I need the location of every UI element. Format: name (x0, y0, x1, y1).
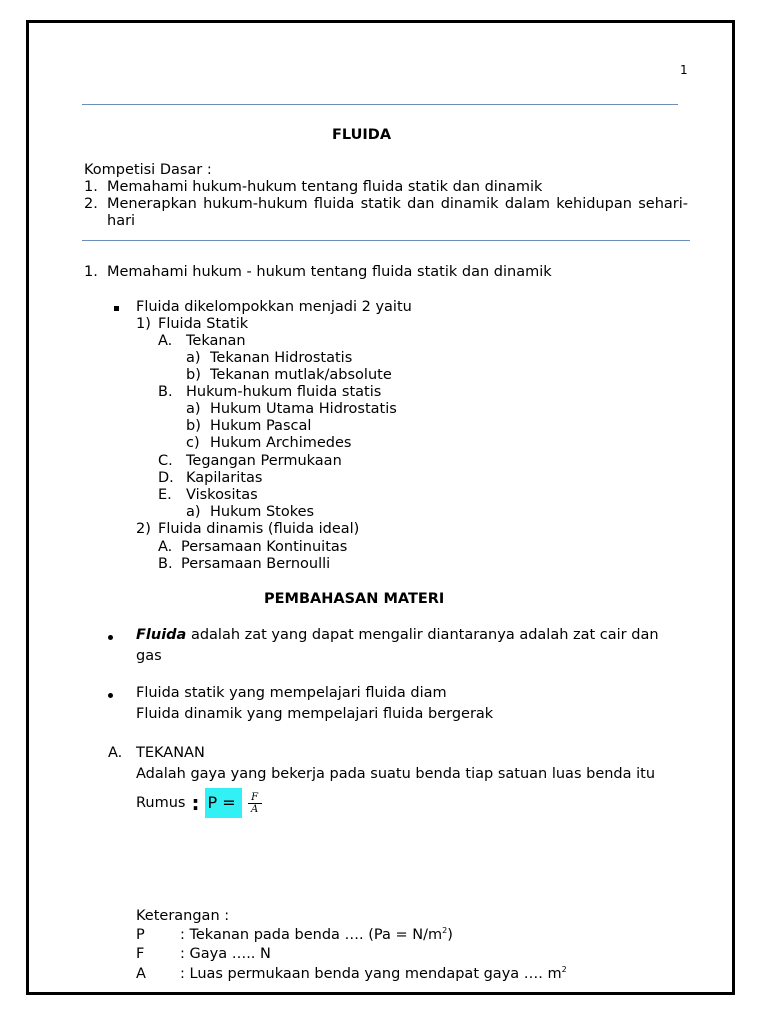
outline-item: Hukum Stokes (210, 504, 315, 520)
section-1-heading: Memahami hukum - hukum tentang fluida statik dan dinamik (107, 264, 552, 280)
document-title: FLUIDA (332, 127, 392, 143)
outline-label: a) (186, 350, 201, 366)
fluida-term: Fluida (136, 627, 187, 643)
kompetensi-rule (82, 240, 690, 241)
kompetensi-item-2-num: 2. (84, 196, 98, 212)
outline-label: A. (158, 333, 173, 349)
kompetensi-item-1-num: 1. (84, 179, 98, 195)
outline-item: Fluida Statik (158, 316, 249, 332)
outline-label: B. (158, 384, 173, 400)
superscript: 2 (561, 965, 567, 975)
header-rule (82, 104, 678, 105)
outline-item: Tekanan Hidrostatis (210, 350, 353, 366)
keterangan-desc: : Tekanan pada benda …. (Pa = N/m (180, 927, 443, 943)
kompetensi-item-1: Memahami hukum-hukum tentang fluida statik dan dinamik (107, 179, 543, 195)
outline-intro: Fluida dikelompokkan menjadi 2 yaitu (136, 299, 412, 315)
outline-item: Viskositas (186, 487, 258, 503)
keterangan-tail: ) (447, 927, 453, 943)
outline-label: 2) (136, 521, 151, 537)
outline-item: Tegangan Permukaan (186, 453, 342, 469)
outline-item: Fluida dinamis (fluida ideal) (158, 521, 360, 537)
fluida-definition-text: adalah zat yang dapat mengalir diantaranya adalah zat cair dan (190, 627, 659, 643)
keterangan-heading: Keterangan : (136, 908, 230, 924)
outline-item: Tekanan mutlak/absolute (210, 367, 392, 383)
outline-item: Hukum-hukum fluida statis (186, 384, 382, 400)
outline-label: C. (158, 453, 173, 469)
tekanan-heading: TEKANAN (136, 745, 205, 761)
pembahasan-heading: PEMBAHASAN MATERI (264, 591, 445, 607)
keterangan-desc: : Gaya ….. N (180, 946, 271, 962)
section-1-num: 1. (84, 264, 98, 280)
rumus-line (136, 788, 262, 818)
fluida-dinamik-line: Fluida dinamik yang mempelajari fluida bergerak (136, 706, 494, 722)
tekanan-definition: Adalah gaya yang bekerja pada suatu benda tiap satuan luas benda itu (136, 766, 656, 782)
bullet-square-icon (114, 299, 119, 316)
keterangan-symbol: P (136, 927, 145, 943)
outline-label: a) (186, 504, 201, 520)
bullet-dot-icon (108, 628, 113, 645)
formula-fraction (248, 792, 262, 815)
outline-label: D. (158, 470, 174, 486)
outline-item: Persamaan Kontinuitas (181, 539, 348, 555)
outline-item: Persamaan Bernoulli (181, 556, 331, 572)
outline-item: Kapilaritas (186, 470, 263, 486)
formula-lhs: P = (205, 788, 241, 818)
fluida-statik-line: Fluida statik yang mempelajari fluida diam (136, 685, 447, 701)
keterangan-row (180, 966, 567, 983)
outline-item: Tekanan (186, 333, 246, 349)
outline-label: A. (158, 539, 173, 555)
fluida-definition (136, 627, 659, 644)
fluida-definition-cont: gas (136, 648, 162, 664)
outline-item: Hukum Archimedes (210, 435, 352, 451)
keterangan-desc: : Luas permukaan benda yang mendapat gaya …. m (180, 966, 562, 982)
fraction-numerator: F (251, 791, 259, 803)
bullet-dot-icon (108, 686, 113, 703)
outline-label: a) (186, 401, 201, 417)
outline-label: B. (158, 556, 173, 572)
kompetensi-heading: Kompetisi Dasar : (84, 162, 212, 178)
keterangan-row (180, 927, 453, 944)
outline-label: b) (186, 418, 201, 434)
rumus-label: Rumus (136, 795, 186, 811)
rumus-colon: : (191, 791, 200, 815)
keterangan-symbol: A (136, 966, 146, 982)
outline-label: E. (158, 487, 172, 503)
outline-label: c) (186, 435, 200, 451)
kompetensi-item-2: Menerapkan hukum-hukum fluida statik dan dinamik dalam kehidupan sehari-hari (107, 196, 688, 229)
outline-label: b) (186, 367, 201, 383)
page-number: 1 (680, 63, 688, 77)
fraction-denominator: A (251, 803, 259, 815)
tekanan-label: A. (108, 745, 123, 761)
outline-item: Hukum Pascal (210, 418, 312, 434)
outline-item: Hukum Utama Hidrostatis (210, 401, 397, 417)
superscript: 2 (442, 926, 448, 936)
outline-label: 1) (136, 316, 151, 332)
keterangan-symbol: F (136, 946, 145, 962)
